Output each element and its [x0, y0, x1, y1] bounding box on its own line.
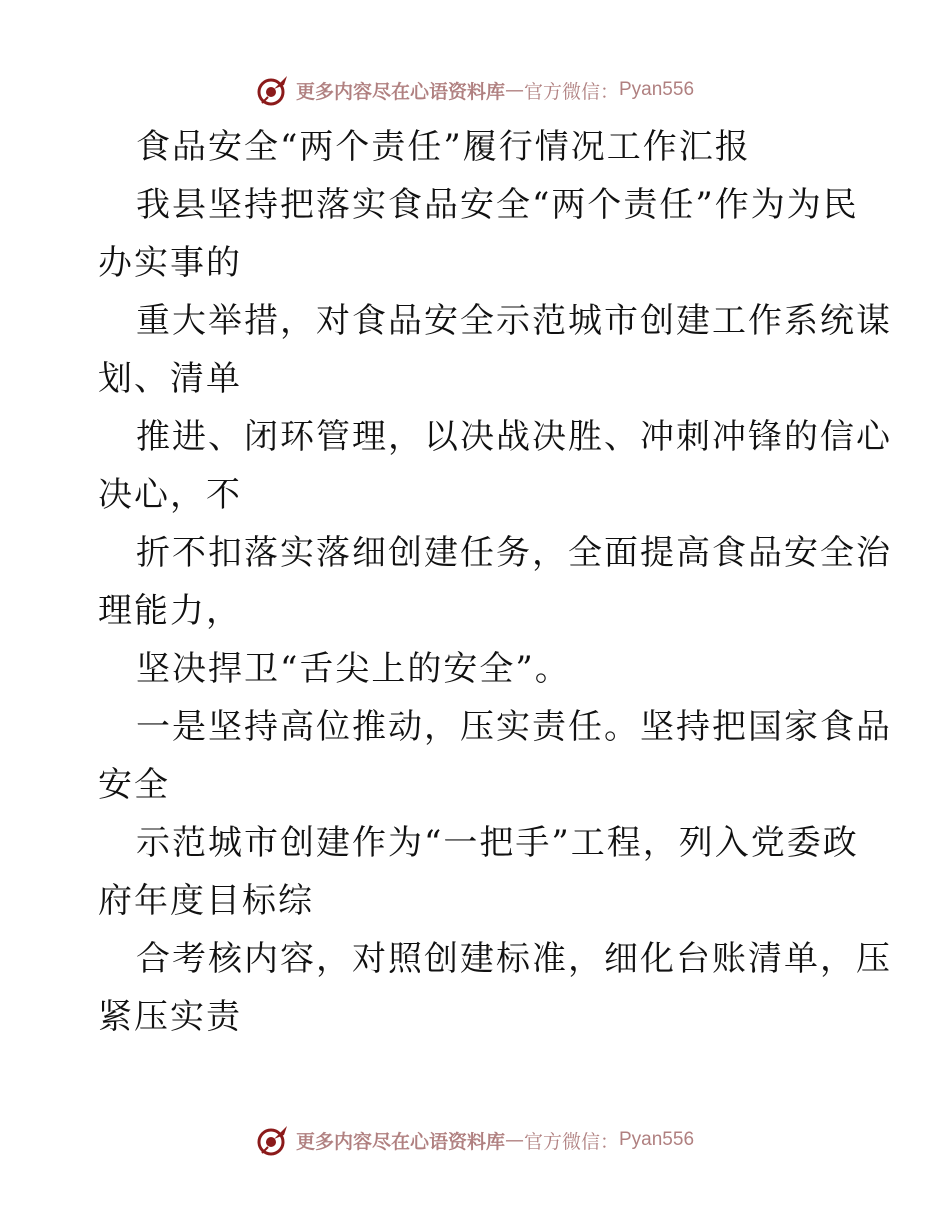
document-title: 食品安全“两个责任”履行情况工作汇报 [136, 127, 751, 167]
watermark-wechat-id: Pyan556 [619, 79, 695, 100]
document-line: 办实事的 [98, 243, 242, 283]
document-line: 决心，不 [98, 475, 242, 515]
document-line: 紧压实责 [98, 997, 242, 1037]
quill-logo-icon [256, 1123, 290, 1157]
document-line: 折不扣落实落细创建任务，全面提高食品安全治 [136, 533, 892, 573]
document-line: 合考核内容，对照创建标准，细化台账清单，压 [136, 939, 892, 979]
footer-watermark [0, 1120, 950, 1160]
document-line: 理能力， [98, 591, 242, 631]
header-watermark [0, 70, 950, 110]
document-line: 我县坚持把落实食品安全“两个责任”作为为民 [136, 185, 859, 225]
document-line: 安全 [98, 765, 170, 805]
watermark-wechat-id: Pyan556 [619, 1129, 695, 1150]
watermark-dash: — [504, 1129, 524, 1151]
watermark-sub-text: 官方微信： [523, 1130, 619, 1153]
document-line: 划、清单 [98, 359, 242, 399]
document-line: 重大举措，对食品安全示范城市创建工作系统谋 [136, 301, 892, 341]
document-line: 推进、闭环管理，以决战决胜、冲刺冲锋的信心 [136, 417, 892, 457]
document-line: 坚决捍卫“舌尖上的安全”。 [136, 649, 571, 689]
watermark-dash: — [504, 79, 524, 101]
document-line: 一是坚持高位推动，压实责任。坚持把国家食品 [136, 707, 892, 747]
watermark-sub-text: 官方微信： [523, 80, 619, 103]
watermark-main-text: 更多内容尽在心语资料库 [295, 80, 505, 103]
document-line: 府年度目标综 [98, 881, 314, 921]
document-line: 示范城市创建作为“一把手”工程，列入党委政 [136, 823, 859, 863]
quill-logo-icon [256, 73, 290, 107]
watermark-main-text: 更多内容尽在心语资料库 [295, 1130, 505, 1153]
